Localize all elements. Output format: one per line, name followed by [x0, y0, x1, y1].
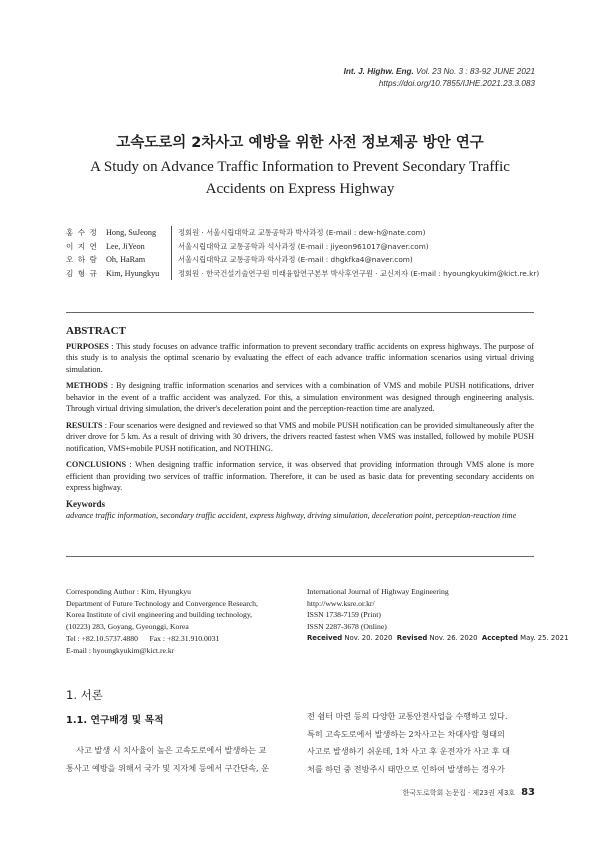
- journal-info-block: [307, 586, 568, 645]
- abstract-heading: ABSTRACT: [66, 325, 126, 337]
- abstract: [66, 326, 534, 522]
- corr-email: E-mail : hyoungkyukim@kict.re.kr: [66, 645, 175, 655]
- methods-text: : By designing traffic information scenarios and services with a combination of VMS and mobile PUSH notifications, driver behavior in the event of a traffic accident was analyzed. For this, a simulation environment was designed through engineering analysis. Through virtual driving simulation, the driver's deceleration point and the perception-reaction time are analyzed.: [66, 381, 534, 413]
- purposes-label: PURPOSES: [66, 341, 109, 351]
- title-korean: 고속도로의 2차사고 예방을 위한 사전 정보제공 방안 연구: [116, 135, 484, 151]
- journal-header: [344, 66, 535, 90]
- doi-link[interactable]: https://doi.org/10.7855/IJHE.2021.23.3.083: [378, 79, 535, 88]
- corr-line: (10223) 283, Goyang, Gyeonggi, Korea: [66, 622, 189, 632]
- author-affiliation: 정회원 · 서울시립대학교 교통공학과 박사과정 (E-mail : dew-h@nate.com): [171, 226, 426, 240]
- info-line: International Journal of Highway Engineering: [307, 587, 449, 596]
- body-line: 특히 고속도로에서 발생하는 2차사고는 차대사람 형태의: [307, 728, 505, 739]
- info-line: ISSN 2287-3678 (Online): [307, 622, 387, 632]
- accepted-label: Accepted: [481, 633, 518, 642]
- author-list: [66, 226, 539, 280]
- body-column-right: [307, 708, 535, 778]
- keywords-text: advance traffic information, secondary traffic accident, express highway, driving simulation, deceleration point, perception-reaction time: [66, 511, 517, 520]
- journal-volume: Vol. 23 No. 3 : 83-92 JUNE 2021: [413, 67, 535, 76]
- abstract-methods: [66, 380, 534, 415]
- results-label: RESULTS: [66, 420, 103, 430]
- journal-url[interactable]: http://www.ksre.or.kr/: [307, 598, 375, 608]
- abstract-purposes: [66, 341, 534, 376]
- received-label: Received: [307, 633, 343, 642]
- author-name-ko: 홍 수 정: [66, 228, 98, 237]
- received-date: Nov. 20. 2020: [344, 633, 393, 642]
- author-affiliation: 정회원 · 한국건설기술연구원 미래융합연구본부 박사후연구원 · 교신저자 (E-mail : hyoungkyukim@kict.re.kr): [171, 267, 539, 281]
- divider-bottom: [66, 556, 534, 557]
- page-number: 83: [521, 787, 535, 798]
- body-line: 사고 발생 시 치사율이 높은 고속도로에서 발생하는 교: [66, 745, 267, 755]
- body-line: 통사고 예방을 위해서 국가 및 지자체 등에서 구간단속, 운: [66, 762, 269, 773]
- abstract-conclusions: [66, 459, 534, 494]
- body-line: 처를 하던 중 전방주시 태만으로 인하여 발생하는 경우가: [307, 763, 505, 774]
- page-footer: [403, 787, 535, 798]
- subsection-heading: 1.1. 연구배경 및 목적: [66, 715, 164, 726]
- abstract-results: [66, 420, 534, 455]
- conclusions-label: CONCLUSIONS: [66, 460, 127, 469]
- author-name-ko: 오 하 람: [66, 255, 98, 264]
- revised-label: Revised: [396, 633, 428, 642]
- body-column-left: [66, 742, 294, 777]
- revised-date: Nov. 26. 2020: [429, 633, 478, 642]
- body-line: 전 쉼터 마련 등의 다양한 교통안전사업을 수행하고 있다.: [307, 711, 508, 721]
- methods-label: METHODS: [66, 381, 108, 390]
- title-english: A Study on Advance Traffic Information to Prevent Secondary Traffic Accidents on Express Highway: [90, 159, 510, 197]
- author-name-en: Kim, Hyungkyu: [106, 268, 160, 278]
- info-line: ISSN 1738-7159 (Print): [307, 610, 381, 620]
- author-name-ko: 이 지 연: [66, 241, 98, 251]
- author-row: [66, 240, 539, 254]
- corr-line: Korea Institute of civil engineering and building technology,: [66, 610, 253, 620]
- corr-line: Tel : +82.10.5737.4880 Fax : +82.31.910.0031: [66, 633, 220, 643]
- author-affiliation: 서울시립대학교 교통공학과 석사과정 (E-mail : jiyeon961017@naver.com): [171, 240, 429, 254]
- results-text: : Four scenarios were designed and reviewed so that VMS and mobile PUSH notification can be provided simultaneously after the driver drove for 5 km. As a result of driving with 30 drivers, the drivers reacted fastest when VMS was installed, followed by mobile PUSH notification, VMS+mobile PUSH notification, and NOTHING.: [66, 420, 534, 453]
- author-name-ko: 김 형 규: [66, 268, 98, 278]
- corr-line: Department of Future Technology and Convergence Research,: [66, 598, 258, 608]
- section-heading: 1. 서론: [66, 688, 103, 702]
- author-affiliation: 서울시립대학교 교통공학과 학사과정 (E-mail : dhgkfka4@naver.com): [171, 253, 413, 267]
- body-line: 사고로 발생하기 쉬운데, 1차 사고 후 운전자가 사고 후 대: [307, 746, 510, 756]
- author-name-en: Oh, HaRam: [106, 255, 146, 264]
- journal-name: Int. J. Highw. Eng.: [343, 67, 414, 76]
- accepted-date: May. 25. 2021: [520, 633, 569, 642]
- corresponding-author-block: [66, 586, 258, 656]
- author-row: [66, 267, 539, 281]
- purposes-text: : This study focuses on advance traffic information to prevent secondary traffic accidents on express highways. The purpose of this study is to analysis the optimal scenario by evaluating the effect of each advance traffic information scenarios using virtual driving simulation.: [66, 341, 534, 374]
- divider-top: [66, 312, 534, 313]
- author-name-en: Hong, SuJeong: [106, 228, 157, 237]
- author-row: [66, 253, 539, 267]
- author-name-en: Lee, JiYeon: [106, 241, 145, 251]
- conclusions-text: : When designing traffic information service, it was observed that providing information through VMS alone is more efficient than providing two services of traffic information. Therefore, it can be used as basic data for preventing secondary accidents on express highway.: [66, 460, 534, 492]
- keywords-heading: Keywords: [66, 498, 105, 509]
- author-row: [66, 226, 539, 240]
- submission-dates: [307, 633, 568, 645]
- footer-journal: 한국도로학회 논문집 · 제23권 제3호: [402, 789, 516, 797]
- corr-line: Corresponding Author : Kim, Hyungkyu: [66, 587, 191, 596]
